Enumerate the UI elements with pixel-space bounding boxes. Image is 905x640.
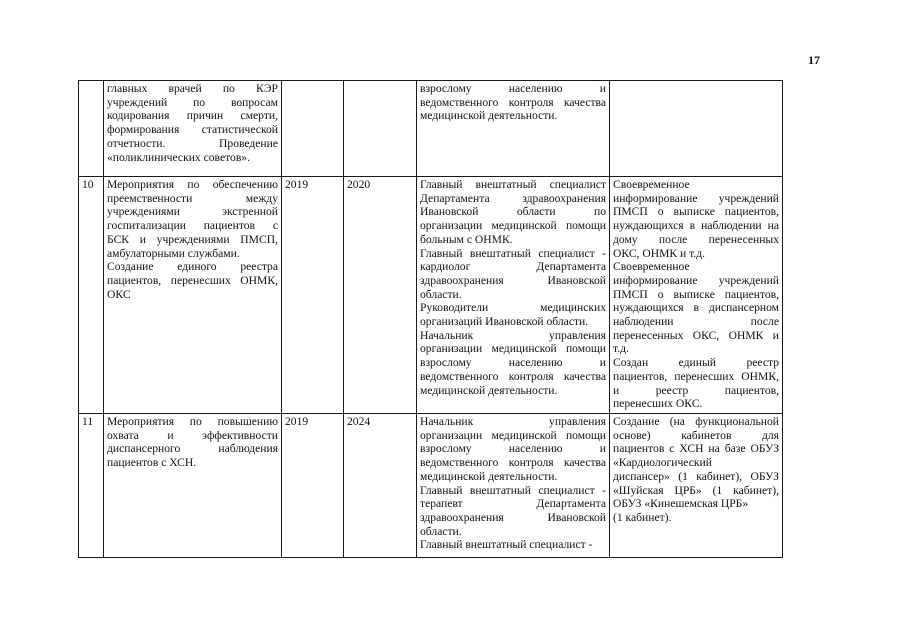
responsible-cell-line: медицинской деятельности. bbox=[420, 469, 558, 483]
result-cell-line: Создание (на функциональной bbox=[613, 415, 779, 428]
result-cell-line: информирование учреждений bbox=[613, 191, 779, 205]
responsible-cell-line: ведомственного контроля качества bbox=[420, 456, 606, 470]
responsible-cell-line: области. bbox=[420, 287, 462, 301]
responsible-cell-line: Начальник управления bbox=[420, 328, 606, 342]
result-cell-line: перенесших ОКС. bbox=[613, 397, 703, 411]
activity-cell bbox=[104, 414, 282, 558]
result-cell-line: основе) кабинетов для bbox=[613, 428, 779, 442]
result-cell bbox=[610, 81, 783, 177]
responsible-cell-line: взрослому населению и bbox=[420, 356, 606, 370]
result-cell-line: ОКС, ОНМК и т.д. bbox=[613, 246, 706, 260]
responsible-cell-line: Главный внештатный специалист - bbox=[420, 483, 606, 497]
responsible-cell-line: области. bbox=[420, 524, 462, 538]
responsible-cell-line: Главный внештатный специалист - bbox=[420, 538, 593, 552]
result-cell-line: пациентов с ХСН на базе ОБУЗ bbox=[613, 442, 779, 456]
result-cell-line: перенесенных ОКС, ОНМК и bbox=[613, 328, 779, 342]
responsible-cell-line: ведомственного контроля качества bbox=[420, 95, 606, 109]
activity-cell-line: Мероприятия по повышению bbox=[107, 415, 278, 428]
result-cell-line: т.д. bbox=[613, 342, 629, 356]
result-cell-line: Своевременное bbox=[613, 178, 690, 191]
start-year: 2019 bbox=[282, 177, 344, 414]
responsible-cell-line: медицинской деятельности. bbox=[420, 109, 558, 123]
activity-cell-line: формирования статистической bbox=[107, 123, 278, 137]
activity-cell-line: кодирования причин смерти, bbox=[107, 109, 278, 123]
responsible-cell-line: ведомственного контроля качества bbox=[420, 369, 606, 383]
responsible-cell-line: Начальник управления bbox=[420, 415, 606, 428]
responsible-cell-line: организации медицинской помощи bbox=[420, 342, 606, 356]
responsible-cell-line: Главный внештатный специалист - bbox=[420, 246, 606, 260]
activity-cell-line: госпитализации пациентов с bbox=[107, 219, 278, 233]
result-cell-line: (1 кабинет). bbox=[613, 510, 672, 524]
result-cell-line: ПМСП о выписке пациентов, bbox=[613, 287, 779, 301]
result-cell bbox=[610, 414, 783, 558]
result-cell-line: пациентов, перенесших ОНМК, bbox=[613, 369, 779, 383]
table-row bbox=[79, 177, 783, 414]
result-cell-line: дому после перенесенных bbox=[613, 232, 779, 246]
activity-cell bbox=[104, 177, 282, 414]
start-year: 2019 bbox=[282, 414, 344, 558]
responsible-cell-line: Департамента здравоохранения bbox=[420, 191, 606, 205]
responsible-cell-line: организации медицинской помощи bbox=[420, 428, 606, 442]
start-year bbox=[282, 81, 344, 177]
activity-cell-line: Мероприятия по обеспечению bbox=[107, 178, 278, 191]
activity-cell-line: учреждениями экстренной bbox=[107, 205, 278, 219]
responsible-cell-line: здравоохранения Ивановской bbox=[420, 510, 606, 524]
activity-cell-line: пациентов с ХСН. bbox=[107, 456, 197, 470]
result-cell-line: «Шуйская ЦРБ» (1 кабинет), bbox=[613, 483, 779, 497]
result-cell-line: «Кардиологический bbox=[613, 456, 712, 470]
activity-cell-line: амбулаторными службами. bbox=[107, 246, 240, 260]
activity-cell-line: ОКС bbox=[107, 287, 131, 301]
activity-cell-line: диспансерного наблюдения bbox=[107, 442, 278, 456]
responsible-cell-line: взрослому населению и bbox=[420, 442, 606, 456]
activity-cell-line: отчетности. Проведение bbox=[107, 136, 278, 150]
activity-cell-line: пациентов, перенесших ОНМК, bbox=[107, 273, 278, 287]
result-cell-line: ОБУЗ «Кинешемская ЦРБ» bbox=[613, 497, 749, 511]
responsible-cell-line: взрослому населению и bbox=[420, 82, 606, 95]
result-cell-line: нуждающихся в диспансерном bbox=[613, 301, 779, 315]
responsible-cell bbox=[417, 81, 610, 177]
row-number bbox=[79, 81, 104, 177]
result-cell-line: нуждающихся в наблюдении на bbox=[613, 219, 779, 233]
activity-cell-line: преемственности между bbox=[107, 191, 278, 205]
activity-cell-line: Создание единого реестра bbox=[107, 260, 278, 274]
end-year: 2024 bbox=[344, 414, 417, 558]
result-cell-line: Своевременное bbox=[613, 260, 690, 274]
responsible-cell-line: медицинской деятельности. bbox=[420, 383, 558, 397]
result-cell-line: и реестр пациентов, bbox=[613, 383, 779, 397]
responsible-cell-line: больным с ОНМК. bbox=[420, 232, 513, 246]
table-row bbox=[79, 414, 783, 558]
activity-cell-line: «поликлинических советов». bbox=[107, 150, 250, 164]
row-number: 11 bbox=[79, 414, 104, 558]
activity-cell-line: охвата и эффективности bbox=[107, 428, 278, 442]
responsible-cell-line: кардиолог Департамента bbox=[420, 260, 606, 274]
activity-cell bbox=[104, 81, 282, 177]
responsible-cell bbox=[417, 414, 610, 558]
responsible-cell-line: Руководители медицинских bbox=[420, 301, 606, 315]
activity-cell-line: БСК и учреждениями ПМСП, bbox=[107, 232, 278, 246]
table-row bbox=[79, 81, 783, 177]
row-number: 10 bbox=[79, 177, 104, 414]
end-year: 2020 bbox=[344, 177, 417, 414]
responsible-cell bbox=[417, 177, 610, 414]
result-cell-line: информирование учреждений bbox=[613, 273, 779, 287]
responsible-cell-line: терапевт Департамента bbox=[420, 497, 606, 511]
activity-cell-line: главных врачей по КЭР bbox=[107, 82, 278, 95]
result-cell-line: наблюдении после bbox=[613, 315, 779, 329]
responsible-cell-line: Главный внештатный специалист bbox=[420, 178, 606, 191]
responsible-cell-line: здравоохранения Ивановской bbox=[420, 273, 606, 287]
result-cell-line: Создан единый реестр bbox=[613, 356, 779, 370]
result-cell bbox=[610, 177, 783, 414]
responsible-cell-line: организации медицинской помощи bbox=[420, 219, 606, 233]
plan-table bbox=[78, 80, 783, 558]
result-cell-line: ПМСП о выписке пациентов, bbox=[613, 205, 779, 219]
result-cell-line: диспансер» (1 кабинет), ОБУЗ bbox=[613, 469, 779, 483]
page-number: 17 bbox=[808, 53, 820, 67]
responsible-cell-line: Ивановской области по bbox=[420, 205, 606, 219]
activity-cell-line: учреждений по вопросам bbox=[107, 95, 278, 109]
responsible-cell-line: организаций Ивановской области. bbox=[420, 315, 589, 329]
end-year bbox=[344, 81, 417, 177]
